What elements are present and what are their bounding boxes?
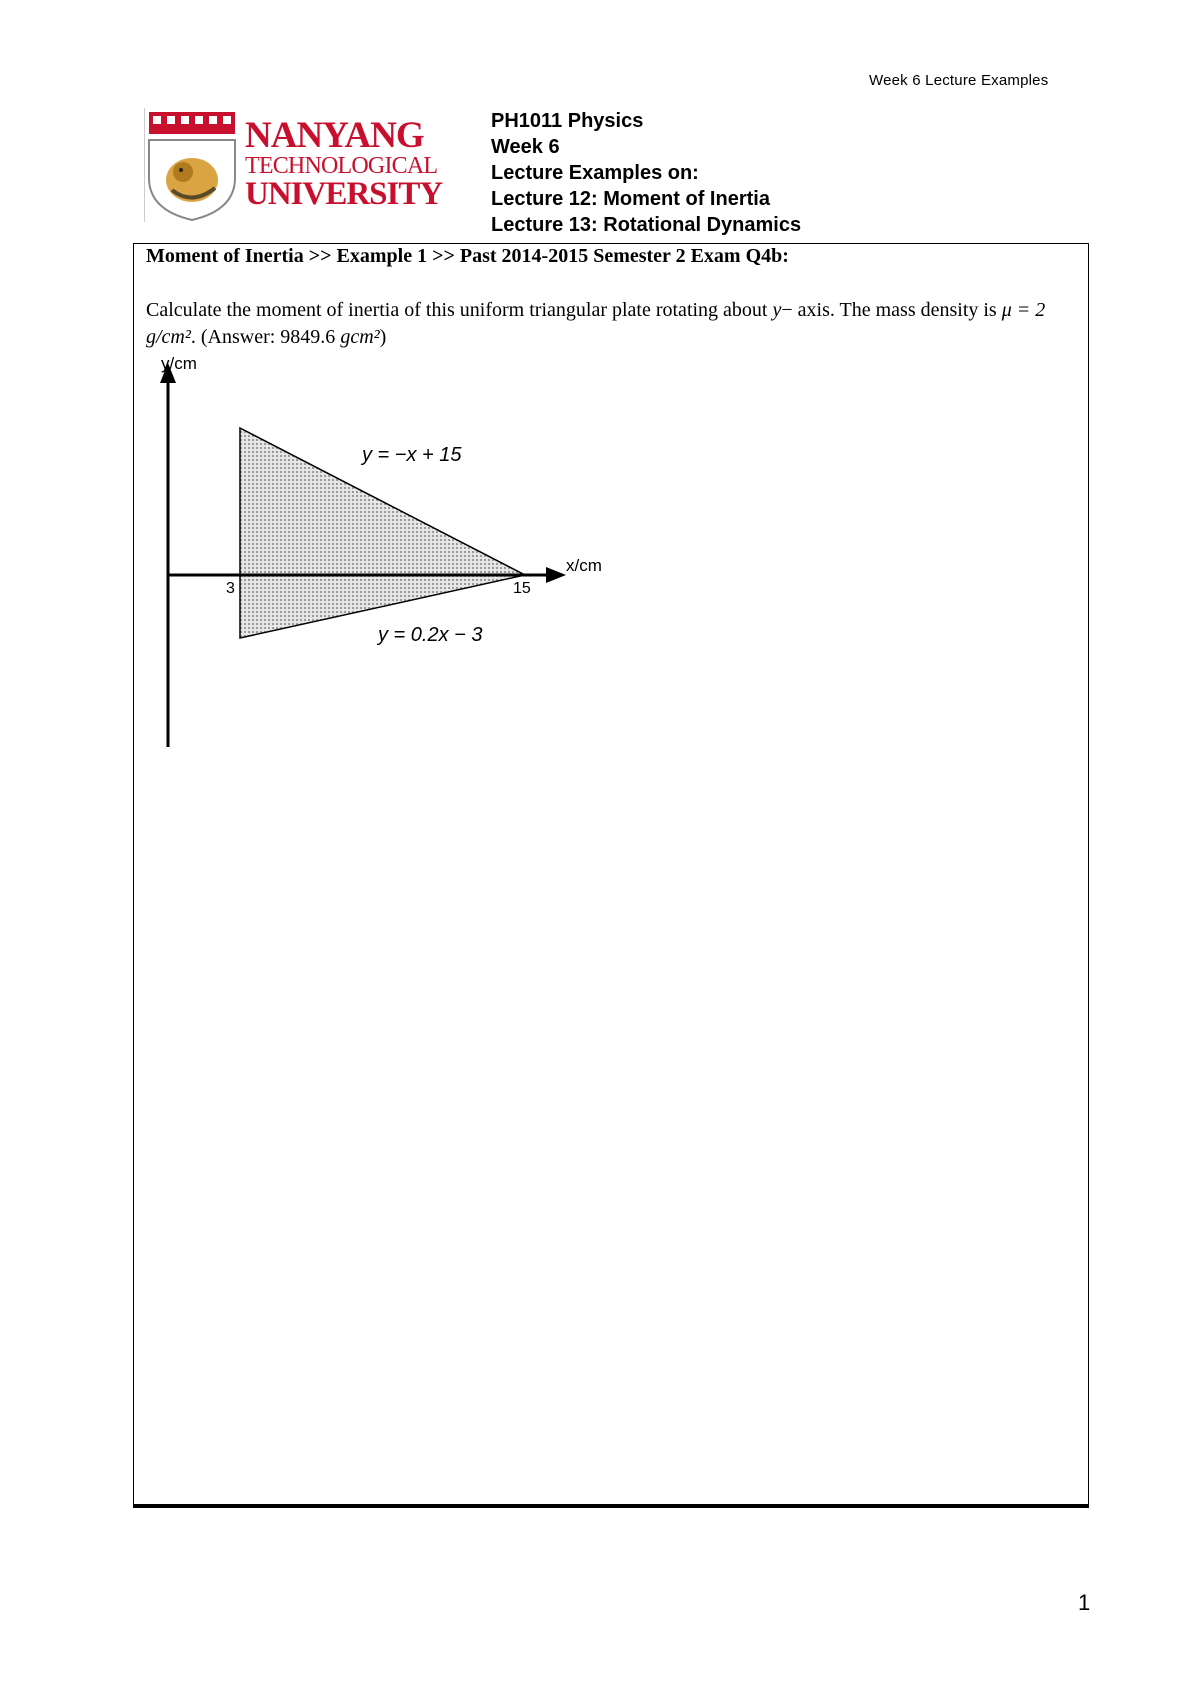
course-subtitle: Lecture Examples on: xyxy=(491,162,699,184)
answer-unit: gcm² xyxy=(340,326,380,348)
course-title: PH1011 Physics xyxy=(491,110,644,132)
x-tick-3: 3 xyxy=(226,580,235,597)
y-axis-label: y/cm xyxy=(161,355,197,373)
lecture-13-title: Lecture 13: Rotational Dynamics xyxy=(491,214,802,236)
running-header: Week 6 Lecture Examples xyxy=(869,72,1049,89)
problem-text-part-3: . (Answer: 9849.6 xyxy=(190,326,341,348)
logo-line-technological: TECHNOLOGICAL xyxy=(245,153,438,179)
x-axis-arrowhead xyxy=(546,567,566,583)
density-expression: μ = 2 g/cm² xyxy=(146,299,1046,348)
x-axis-label: x/cm xyxy=(566,556,602,575)
x-tick-15: 15 xyxy=(513,580,531,597)
page-number: 1 xyxy=(1078,1590,1091,1615)
logo-divider xyxy=(144,108,145,222)
logo-line-nanyang: NANYANG xyxy=(245,115,424,156)
upper-edge-equation: y = −x + 15 xyxy=(362,444,462,466)
course-week: Week 6 xyxy=(491,136,560,158)
problem-text-part-4: ) xyxy=(379,326,387,348)
triangle-plate-figure xyxy=(140,355,620,755)
lower-edge-equation: y = 0.2x − 3 xyxy=(378,624,483,646)
university-crest-icon xyxy=(147,110,237,222)
course-info xyxy=(491,108,801,238)
logo-line-university: UNIVERSITY xyxy=(245,176,443,212)
lecture-12-title: Lecture 12: Moment of Inertia xyxy=(491,188,770,210)
axis-variable: y xyxy=(772,299,782,321)
example-heading: Moment of Inertia >> Example 1 >> Past 2014-2015 Semester 2 Exam Q4b: xyxy=(146,245,789,267)
problem-text-part-2: − axis. The mass density is xyxy=(781,299,1002,321)
university-logo xyxy=(147,110,447,222)
problem-statement xyxy=(146,297,1086,351)
problem-text-part-1: Calculate the moment of inertia of this uniform triangular plate rotating about xyxy=(146,299,773,321)
